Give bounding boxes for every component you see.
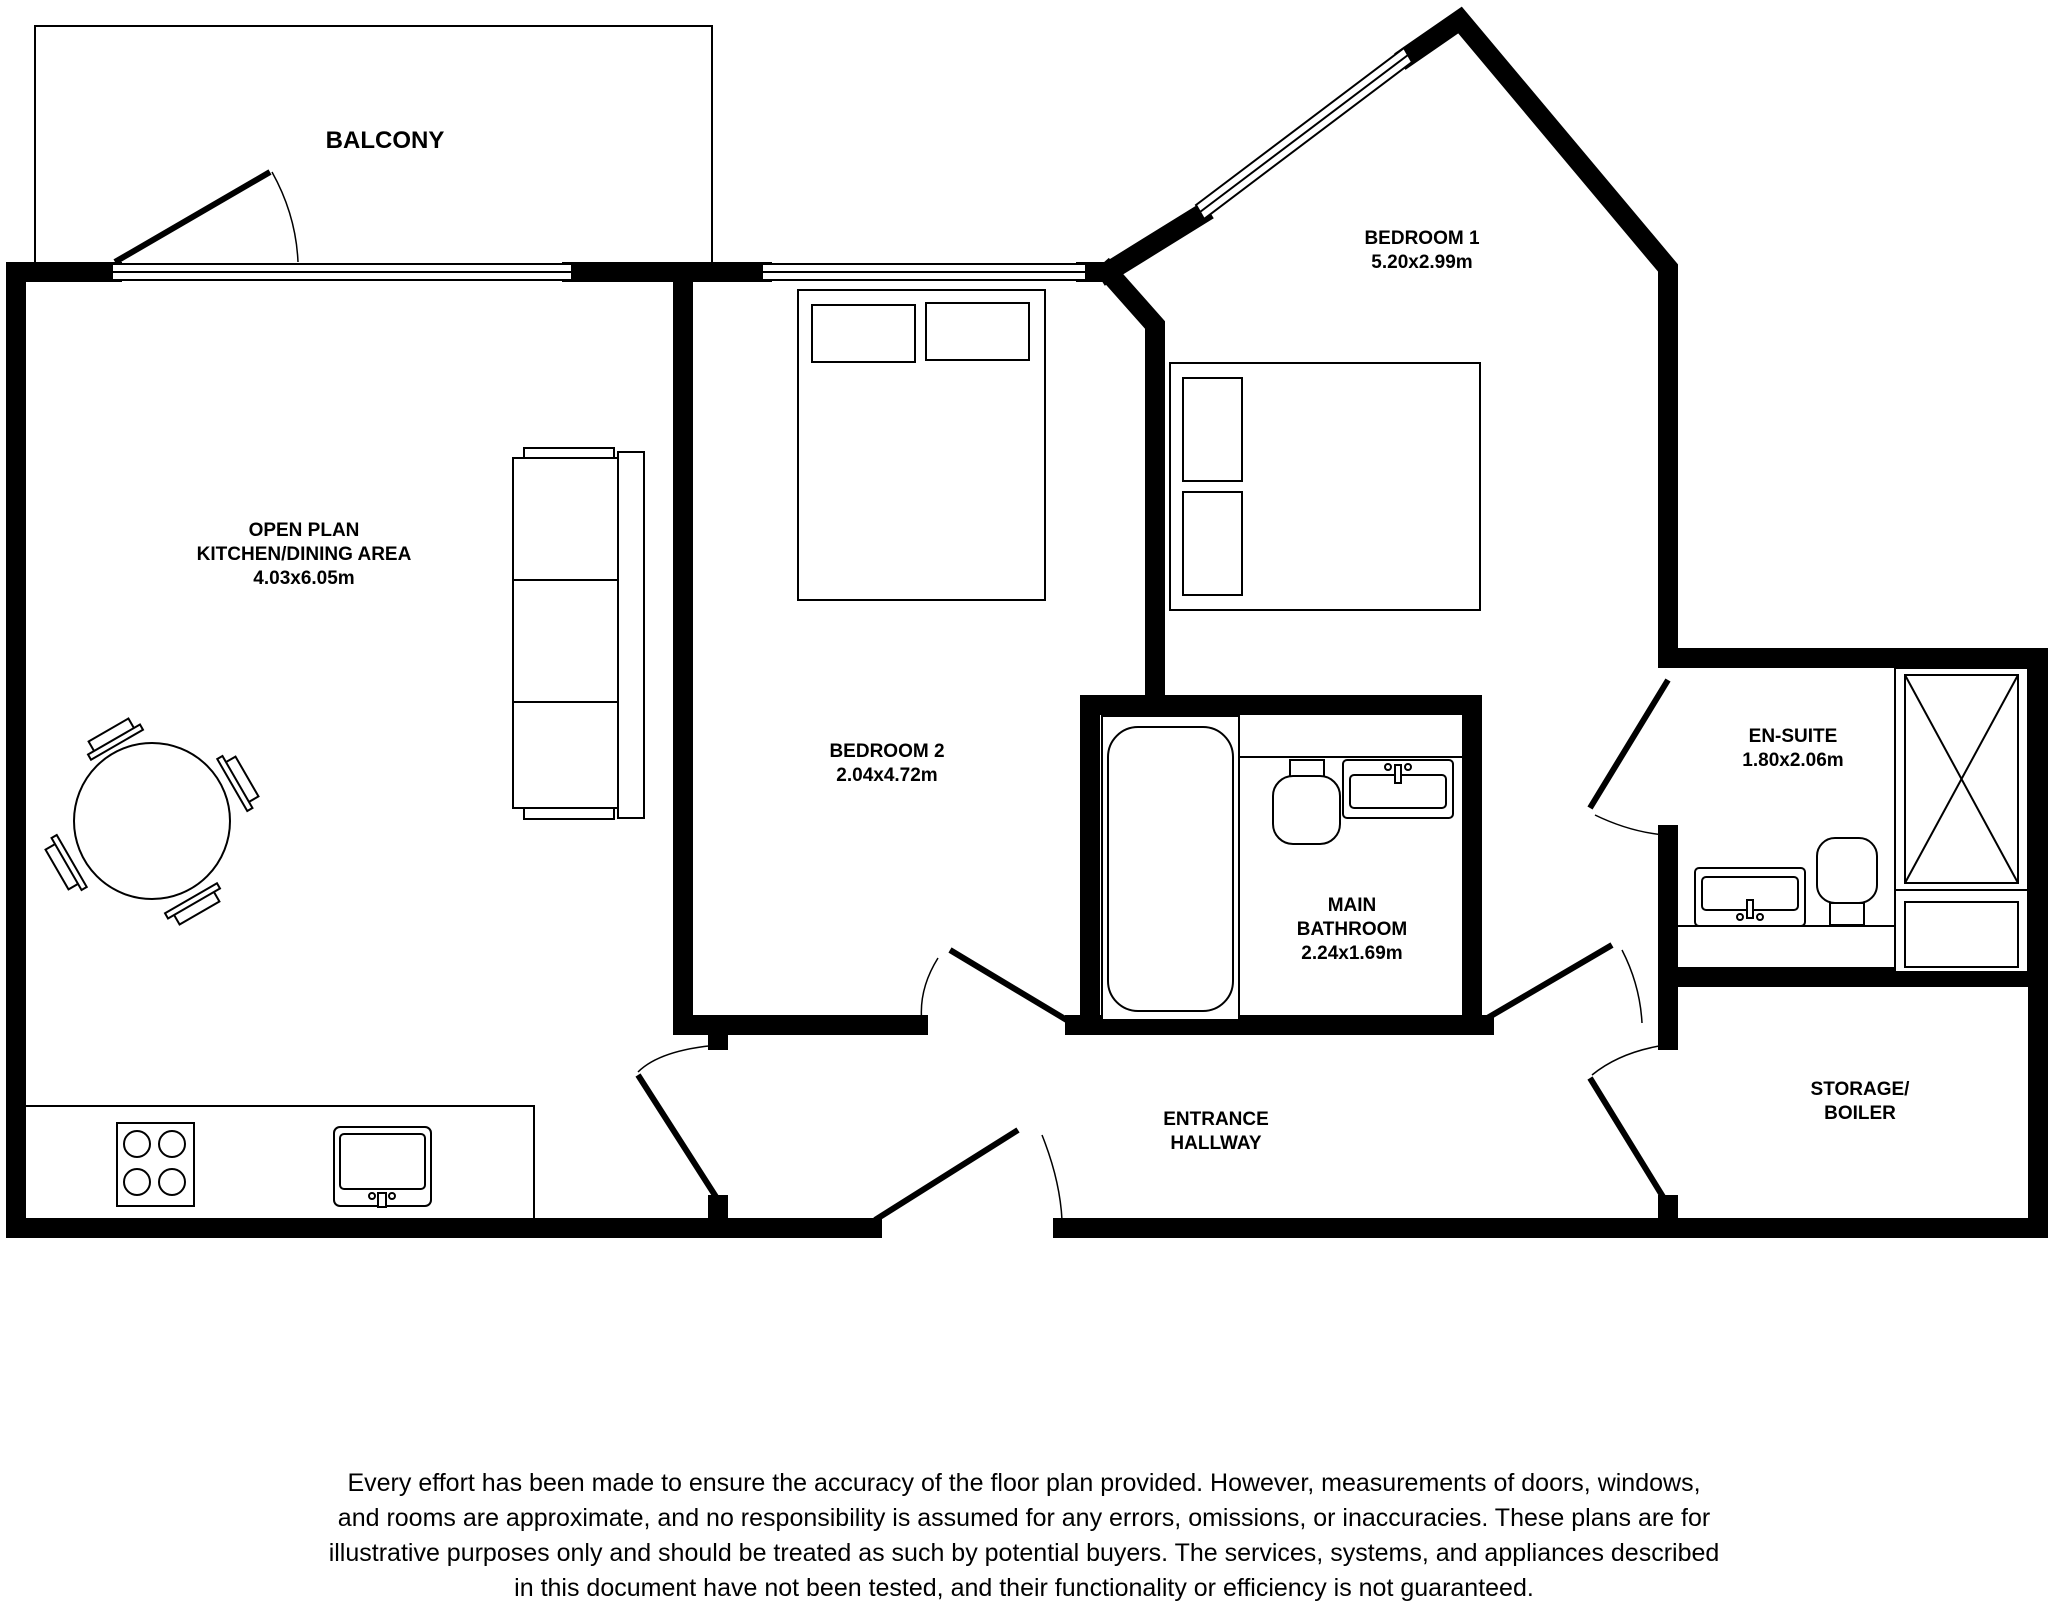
bathroom-sink-icon xyxy=(1343,760,1453,818)
kitchen-sink-icon xyxy=(334,1127,431,1207)
windows xyxy=(112,48,1412,280)
kitchen-size: 4.03x6.05m xyxy=(253,568,355,589)
ensuite-toilet-icon xyxy=(1817,838,1877,925)
ensuite-label: EN-SUITE xyxy=(1748,726,1838,747)
disclaimer xyxy=(244,1466,1804,1606)
bedroom1-size: 5.20x2.99m xyxy=(1371,252,1473,273)
disclaimer-line: illustrative purposes only and should be treated as such by potential buyers. The services, systems, and appliances described xyxy=(328,1539,1720,1567)
disclaimer-line: and rooms are approximate, and no responsibility is assumed for any errors, omissions, or inaccuracies. These plans are for xyxy=(337,1504,1711,1532)
kitchen-counter xyxy=(26,1106,534,1218)
bathroom-fixtures xyxy=(1102,716,1463,1020)
storage-label-line1: STORAGE/ xyxy=(1810,1079,1910,1100)
walls xyxy=(16,20,2038,1228)
bathroom-label-line2: BATHROOM xyxy=(1296,919,1408,940)
hallway-label-line2: HALLWAY xyxy=(1170,1133,1262,1154)
beds xyxy=(798,290,1480,610)
ensuite-sink-icon xyxy=(1695,868,1805,926)
toilet-icon xyxy=(1273,760,1340,844)
shower-icon xyxy=(1895,668,2028,890)
disclaimer-line: in this document have not been tested, and their functionality or efficiency is not guaranteed. xyxy=(514,1574,1534,1602)
bedroom2-label: BEDROOM 2 xyxy=(829,741,945,762)
kitchen-label-line2: KITCHEN/DINING AREA xyxy=(196,544,412,565)
dining-table-icon xyxy=(42,715,262,928)
kitchen-label-line1: OPEN PLAN xyxy=(248,520,360,541)
bedroom2-size: 2.04x4.72m xyxy=(836,765,938,786)
storage-label-line2: BOILER xyxy=(1824,1103,1896,1124)
bed-bedroom1-icon xyxy=(1170,363,1480,610)
bathtub-icon xyxy=(1102,716,1239,1020)
ensuite-fixtures xyxy=(1678,668,2028,972)
hallway-label-line1: ENTRANCE xyxy=(1163,1109,1269,1130)
bathroom-label-line1: MAIN xyxy=(1327,895,1377,916)
bedroom1-label: BEDROOM 1 xyxy=(1364,228,1480,249)
bed-bedroom2-icon xyxy=(798,290,1045,600)
bathroom-size: 2.24x1.69m xyxy=(1301,943,1403,964)
disclaimer-line: Every effort has been made to ensure the accuracy of the floor plan provided. However, measurements of doors, windows, xyxy=(347,1469,1701,1497)
balcony-label: BALCONY xyxy=(325,127,445,154)
sofa-icon xyxy=(513,448,644,819)
room-labels xyxy=(197,127,1910,1154)
ensuite-size: 1.80x2.06m xyxy=(1742,750,1844,771)
